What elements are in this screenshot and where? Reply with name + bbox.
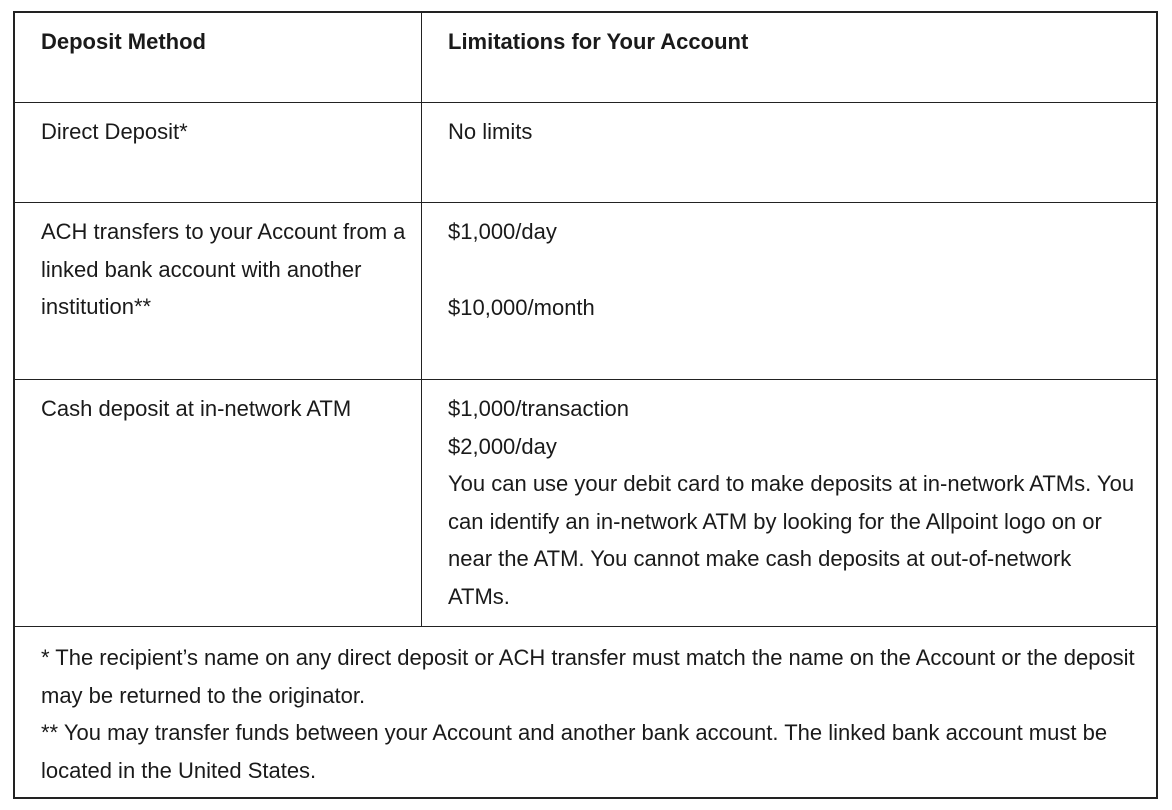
deposit-limits-table: [13, 11, 1158, 799]
table-header-row: [15, 13, 1156, 103]
footnote-2: ** You may transfer funds between your Account and another bank account. The linked bank account must be located in the United States.: [41, 720, 1108, 783]
limit-atm-transaction: $1,000/transaction: [448, 396, 630, 421]
method-ach-transfers: ACH transfers to your Account from a linked bank account with another institution**: [41, 219, 406, 319]
method-cell: [15, 103, 422, 202]
header-cell-limits: [422, 13, 1156, 102]
limit-atm-daily: $2,000/day: [448, 433, 557, 459]
header-deposit-method: Deposit Method: [41, 29, 206, 54]
limits-cell: [422, 203, 1156, 379]
limit-ach-monthly: $10,000/month: [448, 295, 595, 320]
table-row: [15, 103, 1156, 203]
limit-atm-note: You can use your debit card to make deposits at in-network ATMs. You can identify an in-network ATM by looking for the Allpoint logo on or near the ATM. You cannot make cash deposits at out-of-network ATMs.: [448, 471, 1135, 609]
limit-no-limits: No limits: [448, 119, 533, 144]
limits-cell: [422, 103, 1156, 202]
limits-cell: [422, 380, 1156, 626]
footnote-1: * The recipient’s name on any direct deposit or ACH transfer must match the name on the Account or the deposit may be returned to the originator.: [41, 645, 1135, 708]
method-cash-atm: Cash deposit at in-network ATM: [41, 396, 352, 421]
header-limitations: Limitations for Your Account: [448, 29, 749, 54]
method-cell: [15, 203, 422, 379]
footnotes-row: [15, 627, 1156, 799]
table-row: [15, 380, 1156, 627]
table-row: [15, 203, 1156, 380]
footnotes: [41, 639, 1151, 789]
method-cell: [15, 380, 422, 626]
limit-ach-daily: $1,000/day: [448, 219, 557, 244]
method-direct-deposit: Direct Deposit*: [41, 119, 188, 144]
header-cell-method: [15, 13, 422, 102]
